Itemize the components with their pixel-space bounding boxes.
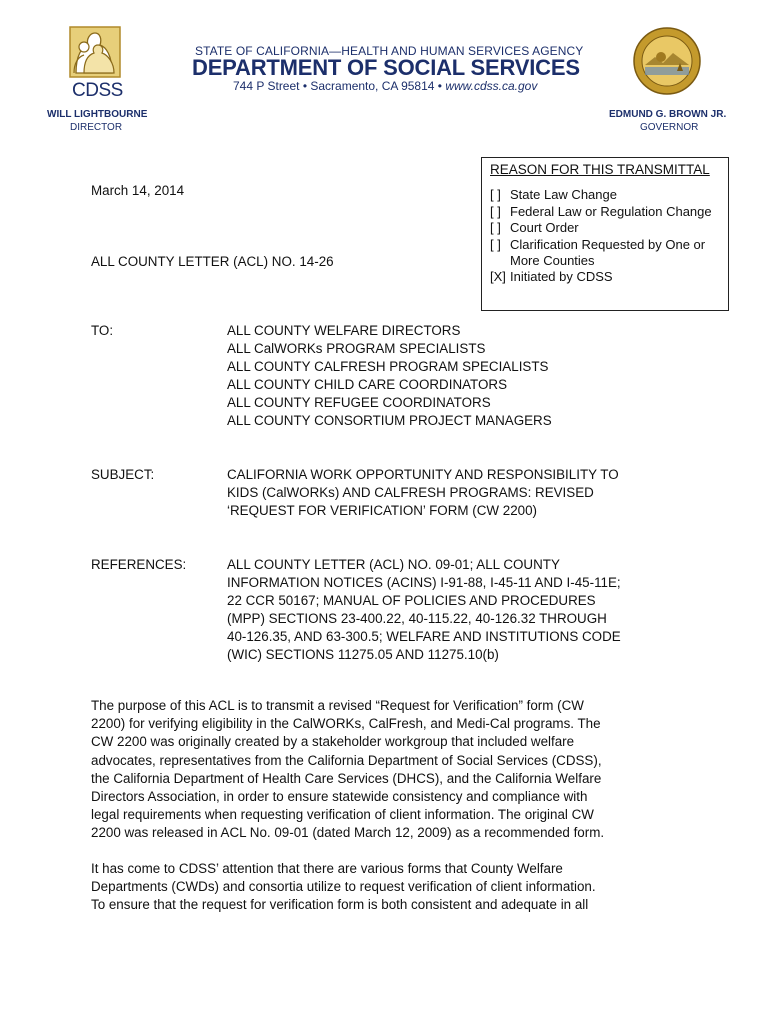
reason-item-label: State Law Change: [510, 187, 617, 203]
letter-date: March 14, 2014: [91, 183, 185, 198]
reason-item-label: Clarification Requested by One or More Counties: [510, 236, 706, 269]
paragraph-line: 2200) for verifying eligibility in the CalWORKs, CalFresh, and Medi-Cal programs. The: [91, 716, 601, 732]
director-name: WILL LIGHTBOURNE: [47, 109, 148, 120]
governor-name: EDMUND G. BROWN JR.: [609, 109, 727, 120]
paragraph-line: advocates, representatives from the California Department of Social Services (CDSS),: [91, 752, 602, 768]
reference-line: 40-126.35, AND 63-300.5; WELFARE AND INSTITUTIONS CODE: [227, 629, 621, 644]
cdss-logo-text: CDSS: [72, 80, 123, 101]
reference-line: ALL COUNTY LETTER (ACL) NO. 09-01; ALL COUNTY: [227, 557, 560, 572]
recipient-line: ALL COUNTY CHILD CARE COORDINATORS: [227, 377, 508, 392]
reason-for-transmittal-box: [481, 157, 729, 311]
paragraph-line: It has come to CDSS’ attention that there are various forms that County Welfare: [91, 861, 563, 876]
checkbox-mark: [X]: [490, 269, 506, 285]
agency-name: STATE OF CALIFORNIA—HEALTH AND HUMAN SERVICES AGENCY: [195, 44, 584, 58]
paragraph-line: To ensure that the request for verification form is both consistent and adequate in all: [91, 897, 589, 913]
acl-number: ALL COUNTY LETTER (ACL) NO. 14-26: [91, 254, 334, 269]
checkbox-mark: [ ]: [490, 220, 501, 236]
attention-paragraph: [91, 860, 691, 915]
california-seal-icon: [633, 27, 701, 95]
checkbox-mark: [ ]: [490, 187, 501, 203]
subject-text: [227, 466, 697, 520]
department-name: DEPARTMENT OF SOCIAL SERVICES: [192, 55, 580, 80]
reason-item: [490, 204, 728, 220]
reason-box-title: REASON FOR THIS TRANSMITTAL: [490, 162, 710, 177]
website-link[interactable]: www.cdss.ca.gov: [445, 79, 538, 93]
recipient-line: ALL CalWORKs PROGRAM SPECIALISTS: [227, 341, 486, 356]
recipients-list: [227, 322, 697, 430]
reason-item-label: Initiated by CDSS: [510, 269, 613, 285]
recipient-line: ALL COUNTY WELFARE DIRECTORS: [227, 323, 461, 338]
paragraph-line: Directors Association, in order to ensure statewide consistency and compliance with: [91, 789, 588, 805]
reason-item: [490, 237, 728, 270]
department-address: [233, 79, 537, 93]
reference-line: INFORMATION NOTICES (ACINS) I-91-88, I-45-11 AND I-45-11E;: [227, 575, 621, 590]
director-title: DIRECTOR: [70, 122, 123, 133]
paragraph-line: Departments (CWDs) and consortia utilize to request verification of client information.: [91, 879, 596, 895]
reason-item-label: Federal Law or Regulation Change: [510, 203, 712, 219]
reference-line: 22 CCR 50167; MANUAL OF POLICIES AND PROCEDURES: [227, 593, 596, 608]
paragraph-line: legal requirements when requesting verification of client information. The original CW: [91, 807, 594, 823]
reference-line: (MPP) SECTIONS 23-400.22, 40-115.22, 40-126.32 THROUGH: [227, 611, 607, 626]
reason-item-label: Court Order: [510, 220, 579, 236]
recipient-line: ALL COUNTY CALFRESH PROGRAM SPECIALISTS: [227, 359, 549, 374]
subject-line: ‘REQUEST FOR VERIFICATION’ FORM (CW 2200): [227, 503, 537, 518]
paragraph-line: The purpose of this ACL is to transmit a revised “Request for Verification” form (CW: [91, 698, 584, 713]
governor-title: GOVERNOR: [640, 122, 699, 133]
purpose-paragraph: [91, 697, 691, 843]
paragraph-line: CW 2200 was originally created by a stakeholder workgroup that included welfare: [91, 734, 575, 750]
address-text: 744 P Street • Sacramento, CA 95814 •: [233, 79, 446, 93]
references-text: [227, 556, 697, 664]
recipient-line: ALL COUNTY CONSORTIUM PROJECT MANAGERS: [227, 413, 552, 428]
reason-item: [490, 220, 728, 236]
reason-item: [490, 187, 728, 203]
subject-line: KIDS (CalWORKs) AND CALFRESH PROGRAMS: REVISED: [227, 485, 594, 500]
reference-line: (WIC) SECTIONS 11275.05 AND 11275.10(b): [227, 647, 499, 662]
references-label: REFERENCES:: [91, 557, 187, 572]
checkbox-mark: [ ]: [490, 236, 501, 252]
to-label: TO:: [91, 323, 114, 338]
subject-line: CALIFORNIA WORK OPPORTUNITY AND RESPONSIBILITY TO: [227, 467, 619, 482]
checkbox-mark: [ ]: [490, 203, 501, 219]
recipient-line: ALL COUNTY REFUGEE COORDINATORS: [227, 395, 491, 410]
reason-item: [490, 269, 728, 285]
paragraph-line: the California Department of Health Care Services (DHCS), and the California Welfare: [91, 770, 602, 786]
subject-label: SUBJECT:: [91, 467, 155, 482]
paragraph-line: 2200 was released in ACL No. 09-01 (dated March 12, 2009) as a recommended form.: [91, 825, 605, 841]
